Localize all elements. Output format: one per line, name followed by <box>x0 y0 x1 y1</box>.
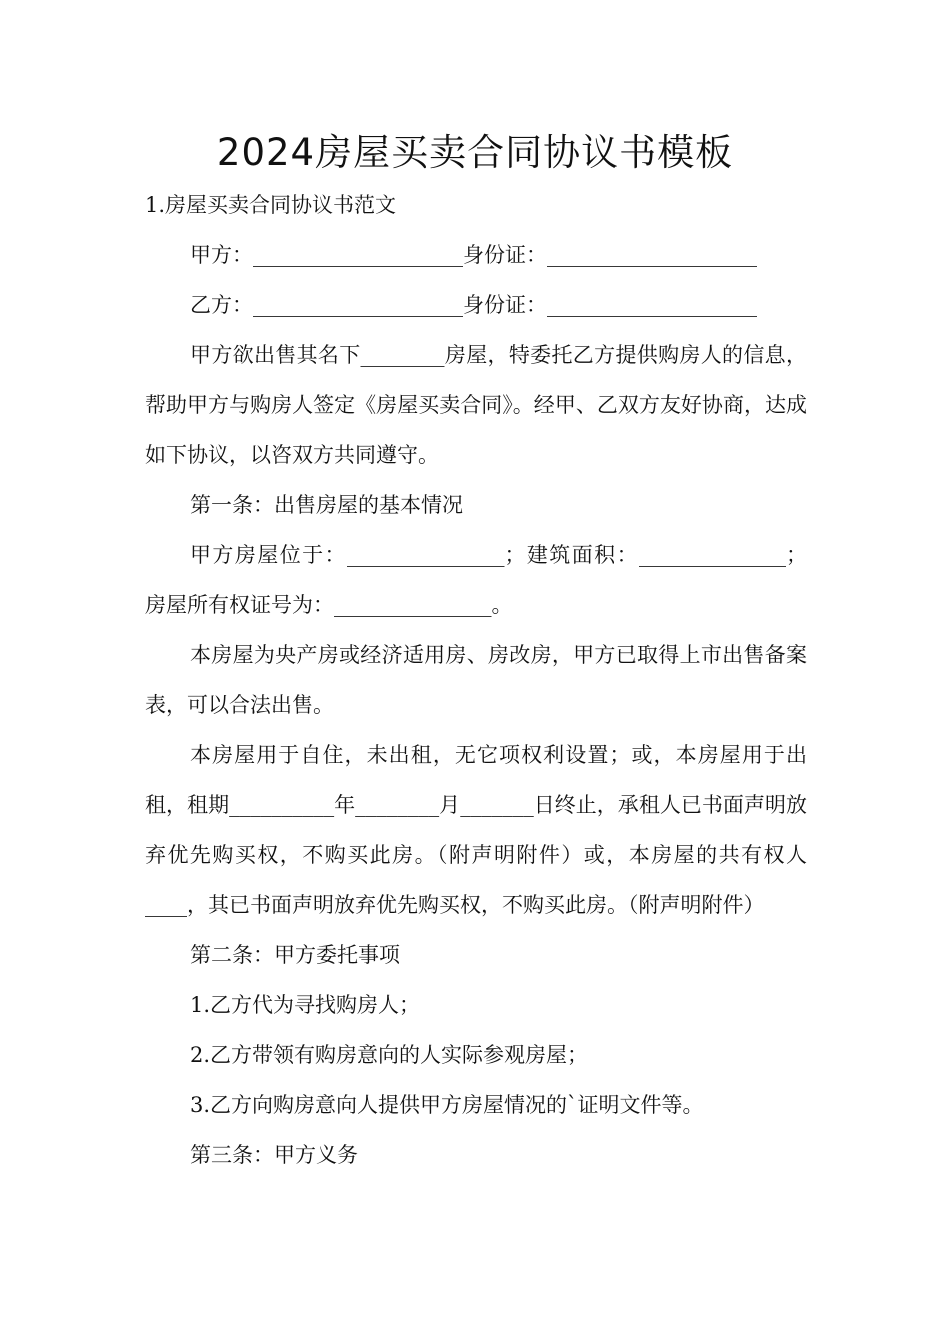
article-1-type: 本房屋为央产房或经济适用房、房改房，甲方已取得上市出售备案表，可以合法出售。 <box>145 643 807 717</box>
list-item: 1.乙方代为寻找购房人； <box>190 993 421 1017</box>
party-b-line: 乙方：____________________身份证：____________________ <box>190 293 757 317</box>
article-1-location: 甲方房屋位于：_______________；建筑面积：______________；房屋所有权证号为：_______________。 <box>145 543 807 617</box>
article-2-heading: 第二条：甲方委托事项 <box>190 943 400 967</box>
document-title: 2024房屋买卖合同协议书模板 <box>216 131 734 174</box>
article-3-heading: 第三条：甲方义务 <box>190 1143 358 1167</box>
list-item: 3.乙方向购房意向人提供甲方房屋情况的`证明文件等。 <box>190 1093 704 1117</box>
intro-paragraph: 甲方欲出售其名下________房屋，特委托乙方提供购房人的信息，帮助甲方与购房人签定《房屋买卖合同》。经甲、乙双方友好协商，达成如下协议，以咨双方共同遵守。 <box>145 343 807 467</box>
section-heading: 1.房屋买卖合同协议书范文 <box>145 193 397 217</box>
document-body <box>145 180 807 1180</box>
article-1-heading: 第一条：出售房屋的基本情况 <box>190 493 463 517</box>
list-item: 2.乙方带领有购房意向的人实际参观房屋； <box>190 1043 589 1067</box>
party-a-line: 甲方：____________________身份证：____________________ <box>190 243 757 267</box>
article-1-usage: 本房屋用于自住，未出租，无它项权利设置；或，本房屋用于出租，租期__________年________月_______日终止，承租人已书面声明放弃优先购买权，不购买此房。（附声明附件）或，本房屋的共有权人____，其已书面声明放弃优先购买权，不购买此房。（附声明附件） <box>145 743 807 917</box>
